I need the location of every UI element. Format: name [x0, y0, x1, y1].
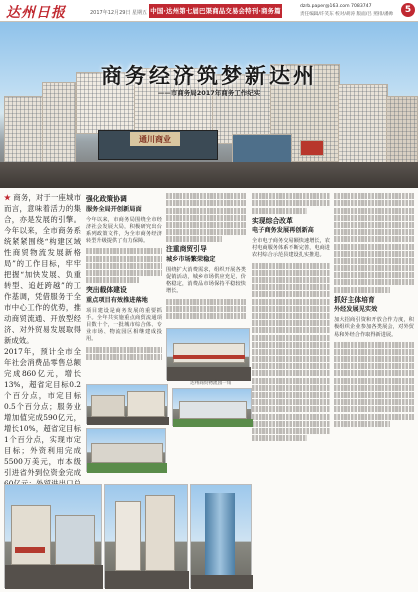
body-text-line	[252, 270, 330, 276]
section-subheading: 服务全局开创新局面	[86, 205, 142, 213]
body-text-line	[166, 215, 246, 221]
body-text-line	[252, 385, 330, 391]
body-text-line	[252, 320, 330, 326]
article-column	[166, 192, 246, 324]
body-text-line	[334, 215, 414, 221]
body-text-line	[86, 354, 162, 360]
body-text-line	[334, 200, 414, 206]
issue-date: 2017年12月29日 星期五	[90, 10, 148, 16]
body-text-line	[334, 385, 414, 391]
body-text-line	[334, 208, 414, 214]
body-text-line	[252, 392, 330, 398]
body-text-line	[252, 342, 330, 348]
shop-sign	[15, 547, 45, 553]
article-column	[252, 192, 330, 482]
page-subtitle: ——市商务局2017年商务工作纪实	[157, 89, 261, 97]
body-text-line	[334, 251, 414, 257]
body-text-line	[252, 370, 330, 376]
body-text-line	[252, 313, 330, 319]
page-number: 5	[401, 3, 415, 17]
body-text-line	[334, 236, 414, 242]
road	[105, 571, 189, 589]
section-heading: 注重商贸引导	[166, 245, 207, 254]
body-text-line	[334, 378, 414, 384]
logistics-park-photo	[166, 328, 250, 380]
building	[11, 505, 51, 565]
body-text-line	[252, 414, 330, 420]
paragraph: 全市电子商务交易额快速增长，农村电商服务体系不断完善，电商进农村综合示范县建设扎实推进。	[252, 238, 330, 259]
road	[191, 575, 253, 589]
building	[232, 134, 292, 164]
body-text-line	[252, 349, 330, 355]
body-text-line	[334, 272, 414, 278]
body-text-line	[252, 356, 330, 362]
body-text-line	[166, 222, 246, 228]
body-text-line	[334, 349, 414, 355]
body-text-line	[166, 193, 246, 199]
article-column	[86, 192, 162, 343]
special-issue-banner: 中国·达州第七届巴渠商品交易会特刊·商务篇	[149, 4, 282, 18]
building-stripe	[173, 355, 245, 359]
body-text-line	[334, 265, 414, 271]
body-text-line	[166, 208, 246, 214]
body-text-line	[86, 347, 162, 353]
body-text-line	[334, 421, 390, 427]
article-column	[334, 192, 414, 482]
building	[55, 515, 95, 565]
body-text-line	[334, 193, 414, 199]
glass-tower	[205, 493, 235, 575]
body-text-line	[334, 363, 414, 369]
building	[91, 395, 125, 417]
mall-sign: 通川商业	[130, 132, 180, 146]
body-text-line	[252, 263, 330, 269]
factory-photo	[172, 388, 252, 426]
body-text-line	[252, 406, 330, 412]
body-text-line	[166, 229, 246, 235]
body-text-line	[252, 428, 330, 434]
body-text-line	[252, 378, 330, 384]
building	[127, 391, 165, 417]
body-text-line	[334, 392, 414, 398]
paragraph: 围绕扩大消费需求，组织开展各类促销活动，城乡市场供应充足、价格稳定，消费品市场保持平稳较快增长。	[166, 266, 246, 295]
section-subheading: 重点项目有效推进落地	[86, 296, 148, 304]
section-subheading: 电子商务发展再创新高	[252, 227, 314, 235]
body-text-line	[252, 299, 330, 305]
street	[0, 162, 418, 188]
body-text-line	[252, 208, 307, 214]
body-text-line	[252, 306, 330, 312]
body-text-line	[252, 399, 330, 405]
lead-paragraph: 商务，对于一座城市而言，意味着活力的集合，亦是发展的引擎。今年以来，全市商务系统紧紧围绕“构建区域性商贸物流发展新格局”的工作目标，牢牢把握“加快发展、负重转型、追赶跨越”的工作基调，凭借服务于全市中心工作的优势，推动商贸流通、开放型经济、对外贸易发展取得新成效。	[4, 193, 81, 345]
lead-paragraph: 2017年，预计全市全年社会消费品零售总额完成860亿元，增长13%，超省定目标0.2个百分点，市定目标0.5个百分点；服务业增加值完成590亿元，增长10%，超省定目标1个百分点，实现市定目标；外资利用完成5500万美元，市本级引进省外到位资金完成	[4, 347, 81, 477]
star-icon: ★	[4, 193, 11, 202]
body-text-line	[166, 306, 246, 312]
paragraph: 项目建设是商务发展的重要抓手。全年共实施重点商贸流通项目数十个，一批城市综合体、专业市场、物流园区相继建成投用。	[86, 307, 162, 343]
contact-info: dzrb.paper@163.com 7083747	[300, 4, 372, 9]
section-subheading: 外经发展见实效	[334, 306, 378, 314]
photo-caption: 达州商贸物流园一角	[190, 381, 232, 386]
body-text-line	[166, 299, 246, 305]
paragraph: 今年以来，市商务局围绕全市经济社会发展大局，积极研究出台系列政策文件，为全市商务经济转型升级提供了有力保障。	[86, 216, 162, 245]
building	[173, 343, 245, 363]
body-text-line	[252, 277, 330, 283]
body-text-line	[334, 399, 414, 405]
newspaper-logo: 达州日报	[6, 5, 66, 21]
body-text-line	[334, 258, 414, 264]
body-text-line	[252, 200, 330, 206]
lawn	[173, 419, 253, 427]
body-text-line	[252, 363, 330, 369]
building	[4, 96, 44, 166]
page-title: 商务经济筑梦新达州	[101, 63, 317, 88]
body-text-line	[166, 313, 246, 319]
body-text-line	[334, 287, 390, 293]
section-subheading: 城乡市场繁荣稳定	[166, 255, 216, 263]
building	[115, 501, 141, 571]
body-text-line	[334, 222, 414, 228]
warehouse-photo	[86, 428, 166, 472]
body-text-line	[252, 435, 307, 441]
body-text-line	[86, 256, 162, 262]
body-text-line	[334, 229, 414, 235]
market-photo	[86, 384, 168, 424]
section-heading: 实现综合改革	[252, 216, 293, 225]
tower-photo	[190, 484, 252, 588]
body-text-line	[334, 244, 414, 250]
body-text-line	[334, 406, 414, 412]
body-text-line	[86, 263, 162, 269]
section-heading: 抓好主体培育	[334, 295, 375, 304]
building	[386, 96, 418, 164]
road	[87, 417, 169, 425]
body-text-line	[166, 236, 222, 242]
body-text-line	[166, 200, 246, 206]
lawn	[87, 463, 167, 473]
body-text-line	[252, 327, 330, 333]
lead-article	[4, 192, 81, 482]
high-rise-photo	[104, 484, 188, 588]
body-text-line	[252, 284, 330, 290]
building	[91, 443, 163, 463]
body-text-line	[252, 291, 330, 297]
editor-credits: 责任编辑/许笑东 校对/胡涛 版面/吕 照排/潘帅	[300, 12, 394, 17]
body-text-line	[86, 270, 162, 276]
body-text-line	[86, 277, 139, 283]
body-text-line	[252, 193, 330, 199]
building	[145, 495, 175, 571]
body-text-line	[334, 370, 414, 376]
building	[179, 401, 247, 419]
body-text-line	[334, 414, 414, 420]
body-text-line	[334, 342, 414, 348]
body-text-line	[334, 356, 414, 362]
body-text-line	[252, 421, 330, 427]
road	[167, 367, 251, 381]
hero-photo	[0, 22, 418, 188]
road	[5, 565, 103, 589]
body-text-line	[334, 279, 414, 285]
section-heading: 强化政策协调	[86, 195, 127, 203]
page-header	[0, 0, 418, 22]
body-text-line	[252, 335, 330, 341]
body-text-line	[86, 248, 162, 254]
paragraph: 加大招商引资和开放合作力度，积极组织企业参加各类展会，对外贸易和外经合作取得新进展。	[334, 317, 414, 338]
section-heading: 突出载体建设	[86, 286, 127, 295]
shopping-street-photo	[4, 484, 102, 588]
billboard	[300, 140, 324, 156]
